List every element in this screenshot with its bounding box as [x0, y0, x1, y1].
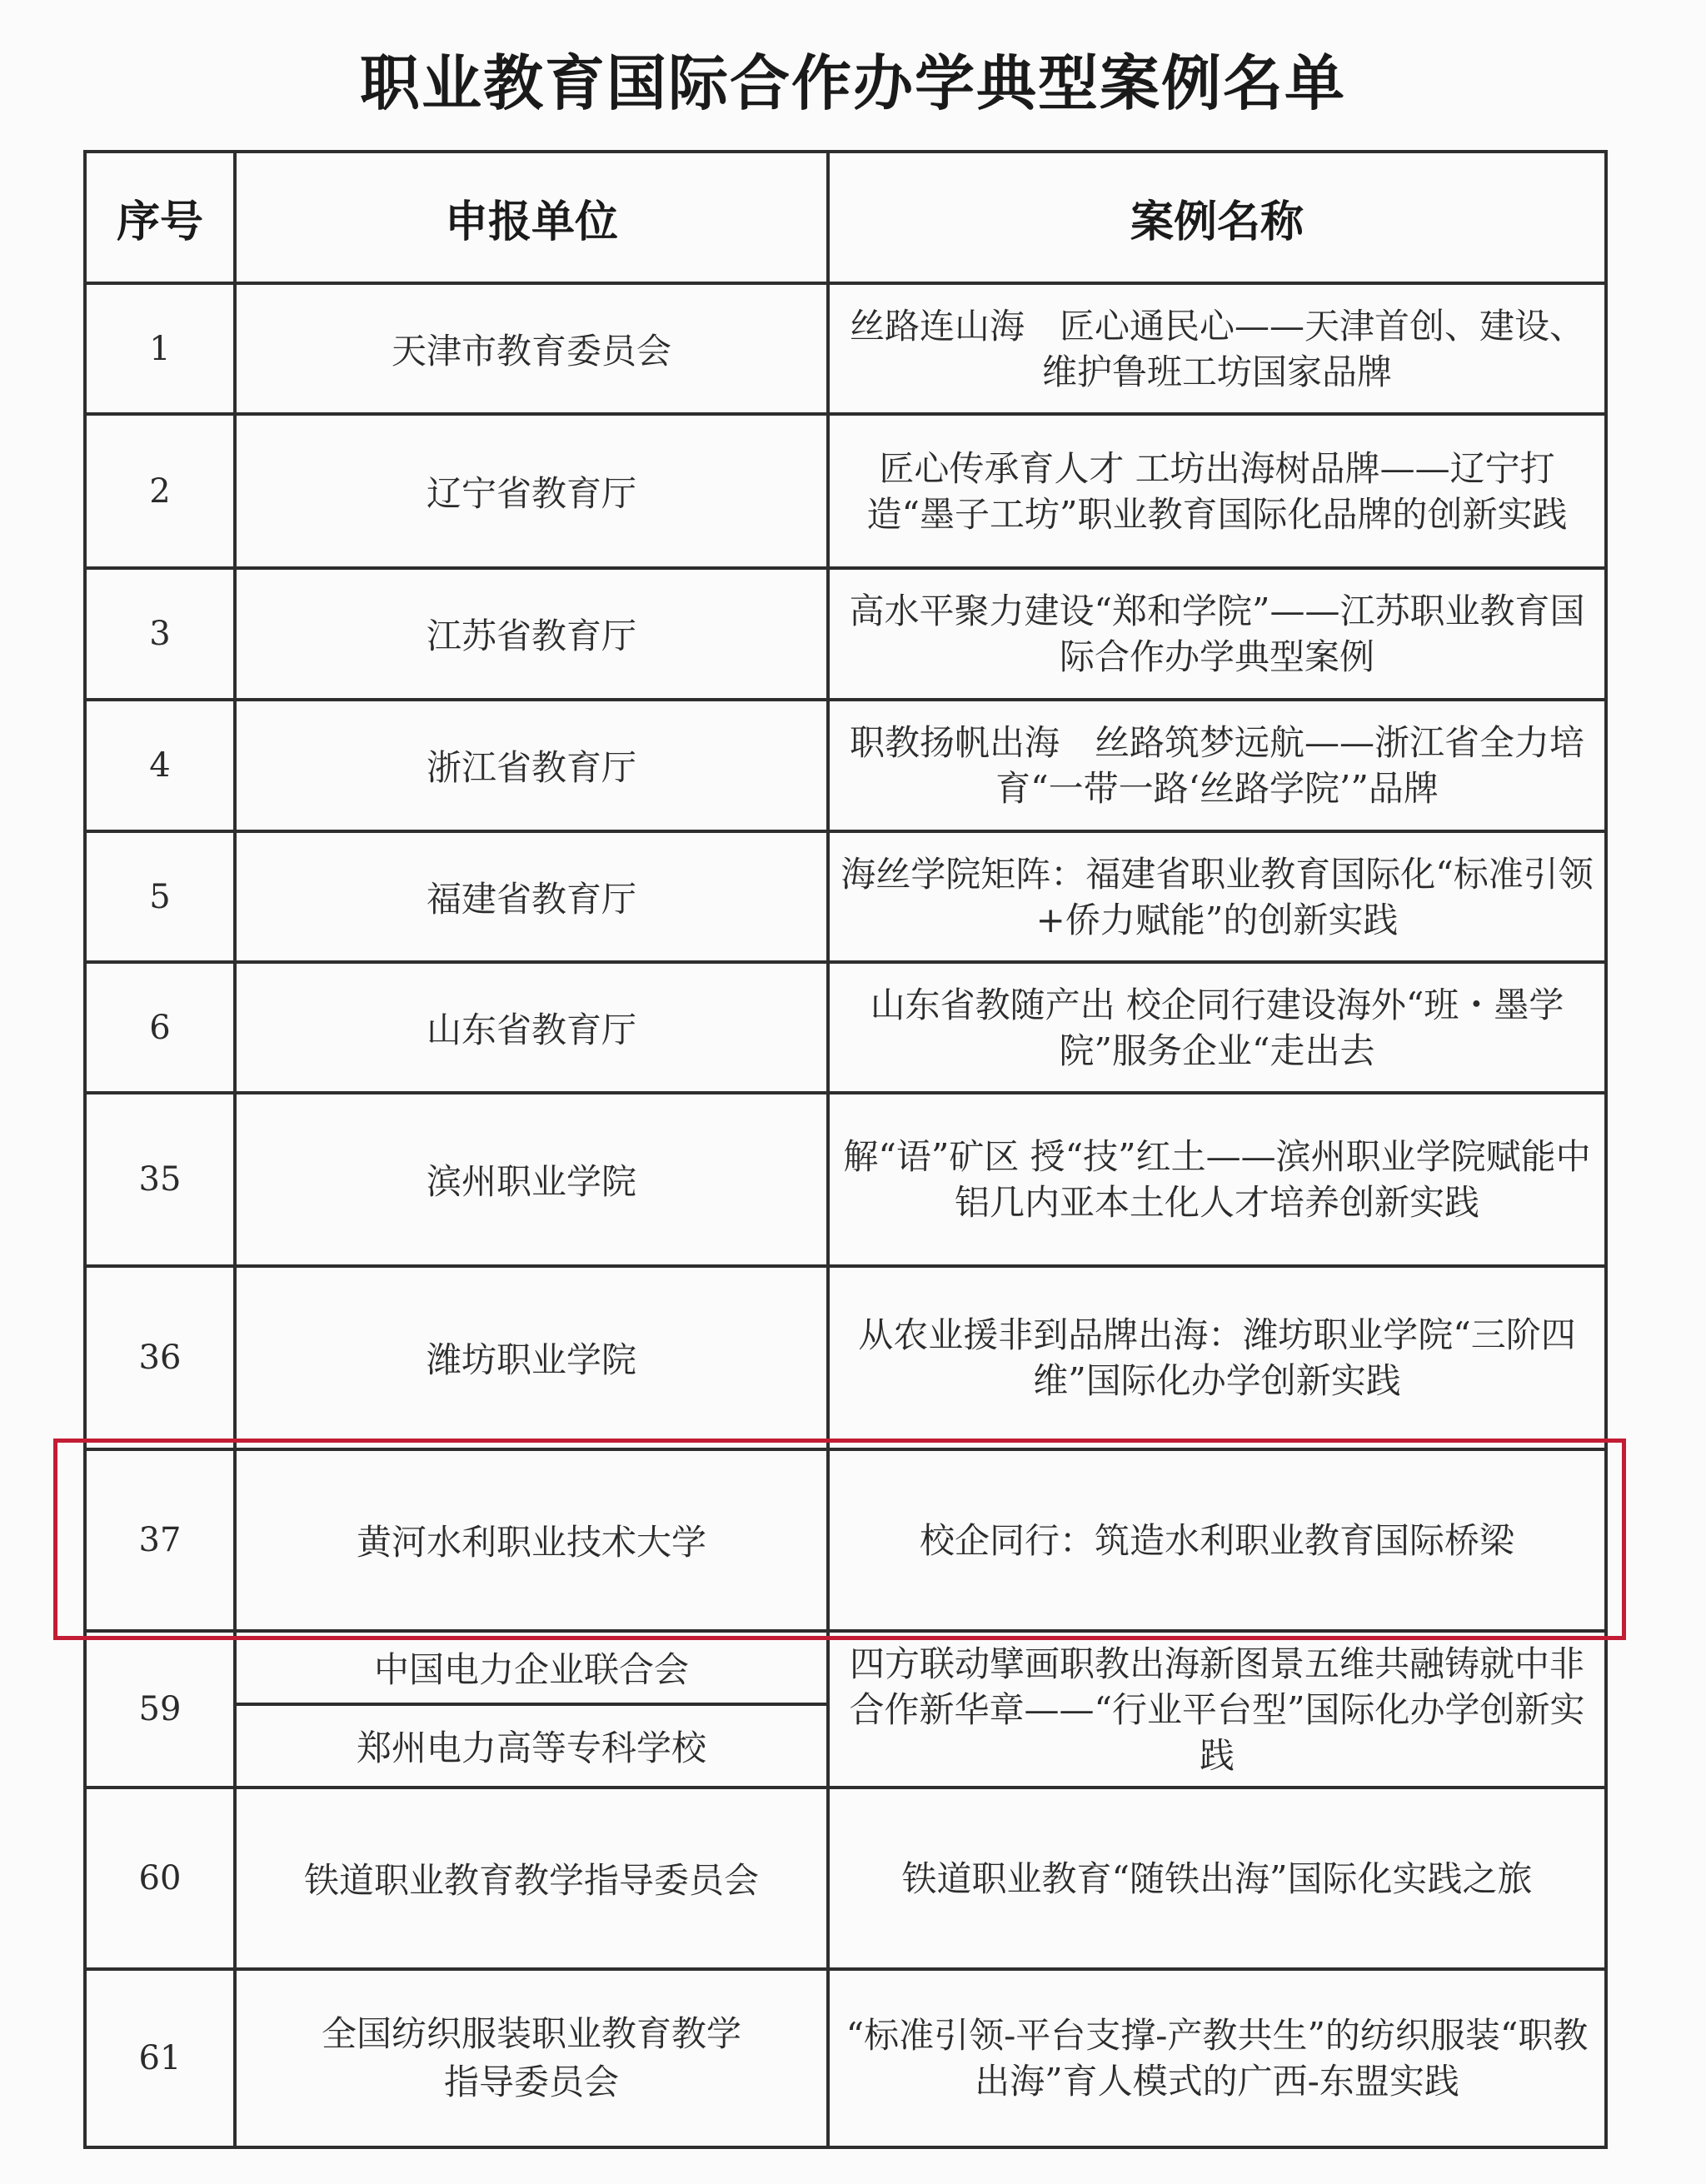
row-num: 59 — [83, 1629, 233, 1786]
page-title: 职业教育国际合作办学典型案例名单 — [359, 48, 1346, 118]
row-unit: 福建省教育厅 — [233, 830, 826, 960]
row-unit: 中国电力企业联合会 — [233, 1629, 826, 1703]
row-case: 职教扬帆出海 丝路筑梦远航——浙江省全力培育“一带一路‘丝路学院’”品牌 — [826, 698, 1608, 830]
row-unit: 江苏省教育厅 — [233, 566, 826, 698]
row-case: 校企同行：筑造水利职业教育国际桥梁 — [826, 1448, 1608, 1629]
row-num: 37 — [83, 1448, 233, 1629]
row-num: 2 — [83, 412, 233, 566]
row-num: 6 — [83, 960, 233, 1091]
row-num: 5 — [83, 830, 233, 960]
row-unit: 铁道职业教育教学指导委员会 — [233, 1786, 826, 1967]
row-unit: 山东省教育厅 — [233, 960, 826, 1091]
row-case: 从农业援非到品牌出海：潍坊职业学院“三阶四维”国际化办学创新实践 — [826, 1264, 1608, 1448]
header-case: 案例名称 — [826, 150, 1608, 282]
row-num: 1 — [83, 282, 233, 412]
row-unit-secondary: 郑州电力高等专科学校 — [233, 1703, 826, 1786]
row-unit: 辽宁省教育厅 — [233, 412, 826, 566]
row-case: 解“语”矿区 授“技”红土——滨州职业学院赋能中铝几内亚本土化人才培养创新实践 — [826, 1091, 1608, 1264]
row-unit: 全国纺织服装职业教育教学指导委员会 — [233, 1967, 826, 2149]
header-num: 序号 — [83, 150, 233, 282]
row-num: 4 — [83, 698, 233, 830]
row-case: “标准引领-平台支撑-产教共生”的纺织服装“职教出海”育人模式的广西-东盟实践 — [826, 1967, 1608, 2149]
row-num: 60 — [83, 1786, 233, 1967]
row-unit: 天津市教育委员会 — [233, 282, 826, 412]
row-num: 35 — [83, 1091, 233, 1264]
row-case: 丝路连山海 匠心通民心——天津首创、建设、维护鲁班工坊国家品牌 — [826, 282, 1608, 412]
row-case: 海丝学院矩阵：福建省职业教育国际化“标准引领+侨力赋能”的创新实践 — [826, 830, 1608, 960]
row-unit: 滨州职业学院 — [233, 1091, 826, 1264]
row-case: 匠心传承育人才 工坊出海树品牌——辽宁打造“墨子工坊”职业教育国际化品牌的创新实践 — [826, 412, 1608, 566]
row-unit: 黄河水利职业技术大学 — [233, 1448, 826, 1629]
header-unit: 申报单位 — [233, 150, 826, 282]
row-num: 36 — [83, 1264, 233, 1448]
row-num: 61 — [83, 1967, 233, 2149]
row-case: 山东省教随产出 校企同行建设海外“班・墨学院”服务企业“走出去 — [826, 960, 1608, 1091]
row-case: 四方联动擘画职教出海新图景五维共融铸就中非合作新华章——“行业平台型”国际化办学创新实践 — [826, 1629, 1608, 1786]
row-num: 3 — [83, 566, 233, 698]
row-unit: 潍坊职业学院 — [233, 1264, 826, 1448]
highlight-box — [53, 1439, 1626, 1640]
row-case: 铁道职业教育“随铁出海”国际化实践之旅 — [826, 1786, 1608, 1967]
row-case: 高水平聚力建设“郑和学院”——江苏职业教育国际合作办学典型案例 — [826, 566, 1608, 698]
row-unit: 浙江省教育厅 — [233, 698, 826, 830]
